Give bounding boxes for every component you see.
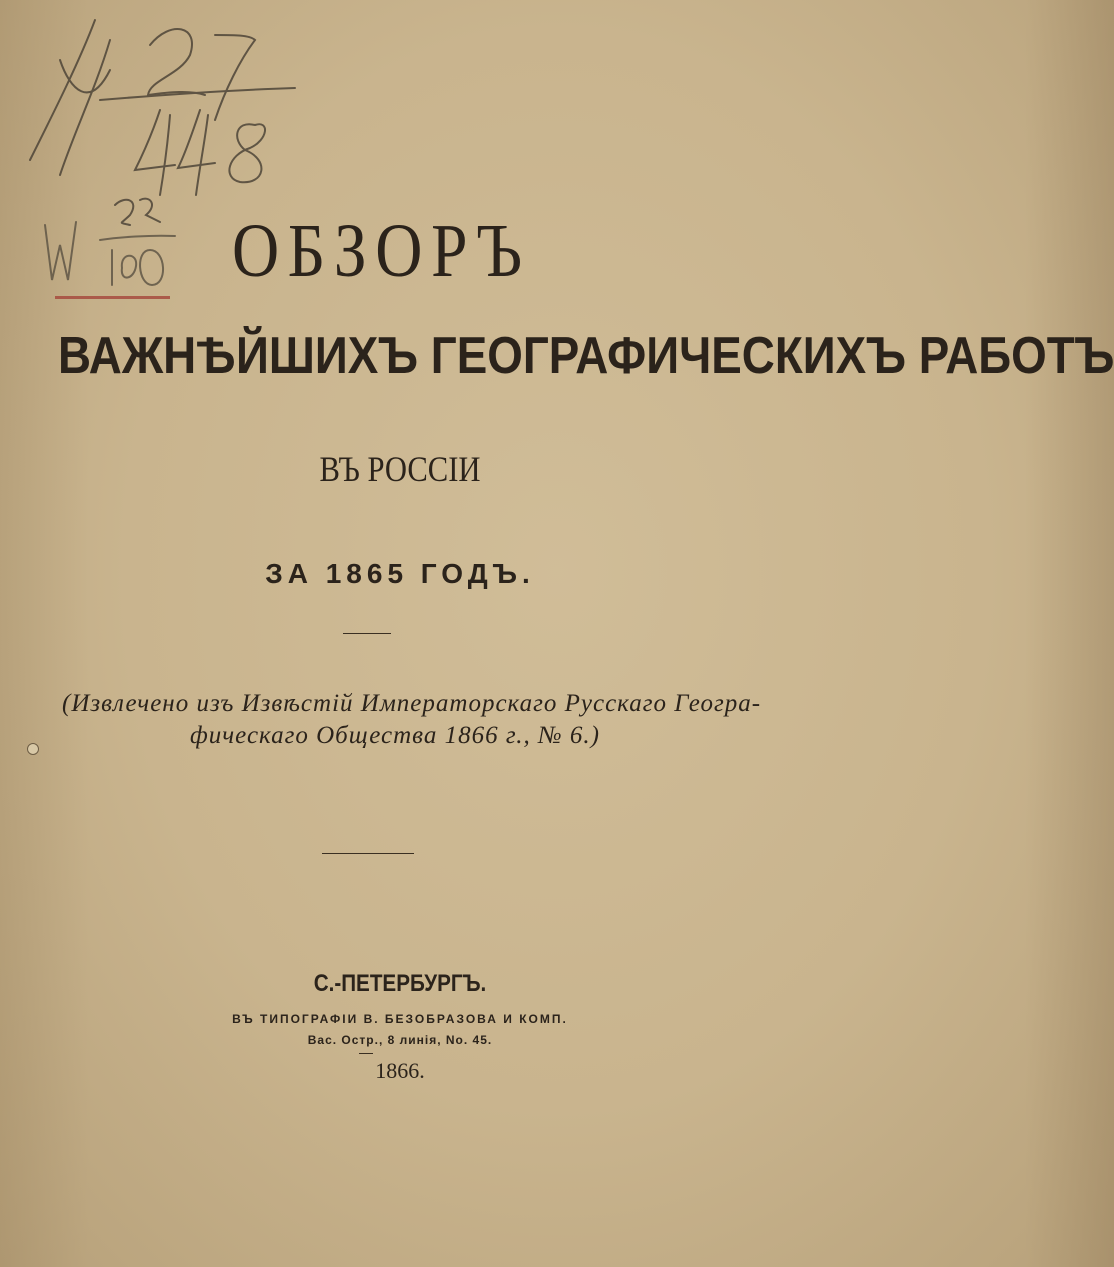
publication-year: 1866. — [375, 1058, 425, 1083]
publication-place: С.-ПЕТЕРБУРГЪ. — [313, 970, 487, 997]
source-note-line1: (Извлечено изъ Извѣстій Императорскаго Русскаго Геогра- — [62, 690, 762, 717]
divider-long — [322, 853, 414, 854]
region-line: ВЪ РОССІИ — [319, 449, 481, 489]
red-stamp-line — [55, 296, 170, 299]
year-line: ЗА 1865 ГОДЪ. — [265, 558, 535, 589]
divider-tiny — [359, 1053, 373, 1054]
printer-line: ВЪ ТИПОГРАФІИ В. БЕЗОБРАЗОВА И КОМП. — [232, 1012, 568, 1026]
source-note-line2: фическаго Общества 1866 г., № 6.) — [190, 722, 600, 749]
binding-hole — [27, 743, 39, 755]
printer-address: Вас. Остр., 8 линія, No. 45. — [307, 1033, 493, 1047]
divider-short — [343, 633, 391, 634]
document-title: ОБЗОРЪ — [232, 209, 531, 293]
document-subtitle: ВАЖНѢЙШИХЪ ГЕОГРАФИЧЕСКИХЪ РАБОТЪ — [58, 327, 1114, 385]
